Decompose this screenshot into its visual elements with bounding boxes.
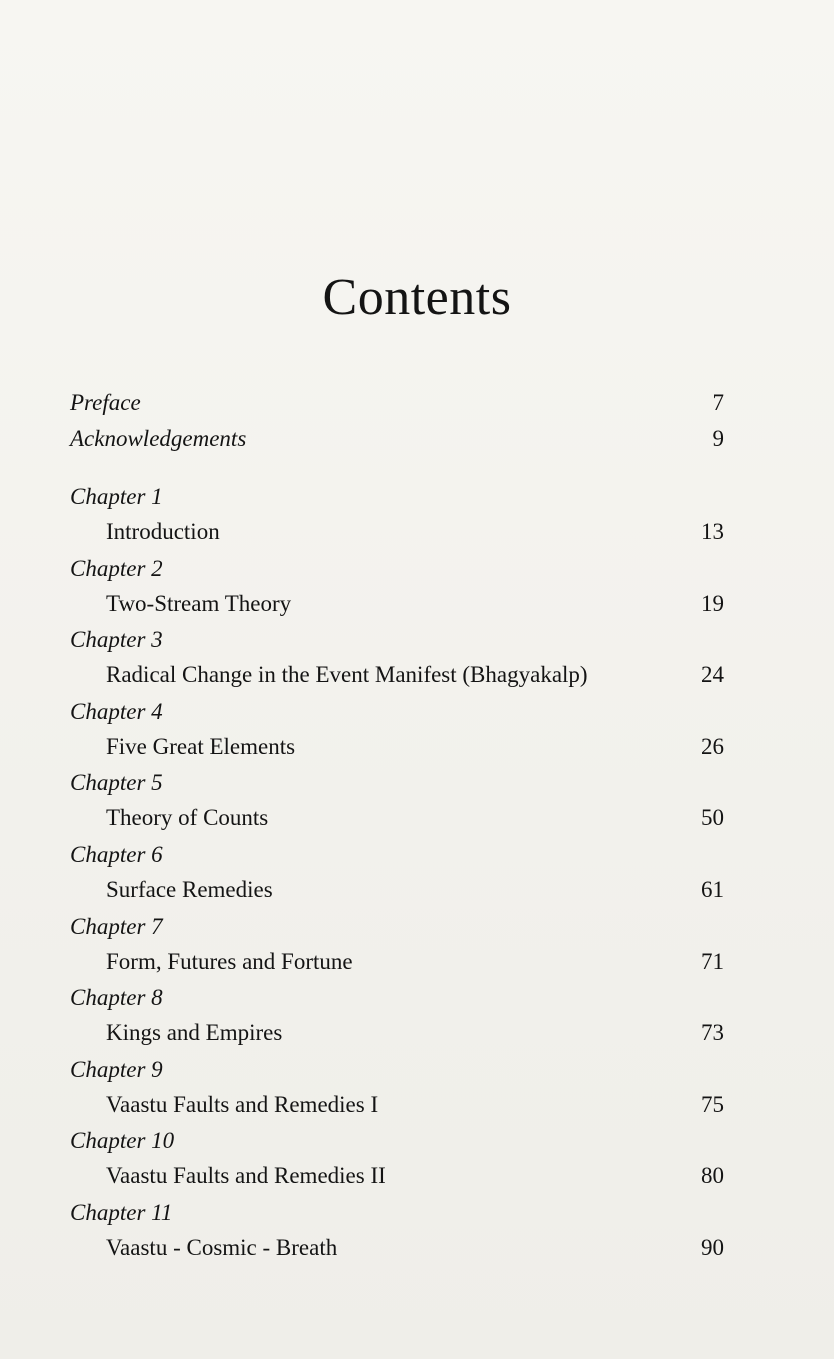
toc-page-number: 73 [701,1020,724,1046]
chapter-heading: Chapter 2 [70,555,163,581]
toc-entry-chapter [70,1020,724,1054]
toc-entry-label: Preface [70,390,141,415]
toc-entry-chapter [70,519,724,553]
toc-page-number: 13 [701,519,724,544]
chapter-heading: Chapter 5 [70,770,163,796]
toc-page-number: 19 [701,590,724,616]
toc-entry-label: Surface Remedies [106,877,273,902]
toc-page-number: 61 [701,877,724,902]
chapter-heading: Chapter 11 [70,1200,173,1225]
toc-page-number: 75 [701,1091,724,1117]
toc-page-number: 80 [701,1163,724,1189]
toc-entry-chapter [70,662,724,696]
toc-entry-label: Vaastu Faults and Remedies II [106,1163,386,1189]
toc-entry-label: Theory of Counts [106,805,269,831]
chapter-heading: Chapter 7 [70,913,163,939]
chapter-heading: Chapter 4 [70,698,163,724]
toc-entry-label: Vaastu - Cosmic - Breath [106,1235,338,1260]
toc-entry-label: Acknowledgements [70,426,247,451]
toc-page-number: 26 [701,733,724,759]
toc-entry-label: Kings and Empires [106,1020,283,1046]
toc-entry-label: Two-Stream Theory [106,590,292,616]
toc-page-number: 71 [701,948,724,974]
chapter-heading: Chapter 10 [70,1128,175,1154]
toc-entry-chapter [70,734,724,768]
toc-page-number: 7 [712,390,724,415]
toc-entry-chapter [70,949,724,983]
toc-entry-chapter [70,591,724,625]
page-title: Contents [322,269,512,326]
toc-entry-chapter [70,1235,724,1269]
toc-page-number: 9 [712,426,724,451]
toc-entry-chapter [70,805,724,839]
toc-page-number: 90 [701,1235,724,1260]
toc-entry-chapter [70,1092,724,1126]
toc-entry-acknowledgements [70,426,724,460]
chapter-heading: Chapter 6 [70,842,163,867]
chapter-heading: Chapter 1 [70,484,163,509]
toc-entry-label: Vaastu Faults and Remedies I [106,1091,379,1117]
toc-entry-label: Introduction [106,519,220,544]
toc-entry-chapter [70,877,724,911]
toc-entry-label: Form, Futures and Fortune [106,948,353,974]
chapter-heading: Chapter 3 [70,627,163,653]
toc-page-number: 50 [701,805,724,831]
toc-page-number: 24 [701,662,724,688]
toc-entry-label: Radical Change in the Event Manifest (Bhagyakalp) [106,662,588,688]
toc-entry-preface [70,390,724,424]
toc-entry-label: Five Great Elements [106,733,296,759]
chapter-heading: Chapter 8 [70,985,163,1011]
toc-entry-chapter [70,1163,724,1197]
chapter-heading: Chapter 9 [70,1056,163,1082]
